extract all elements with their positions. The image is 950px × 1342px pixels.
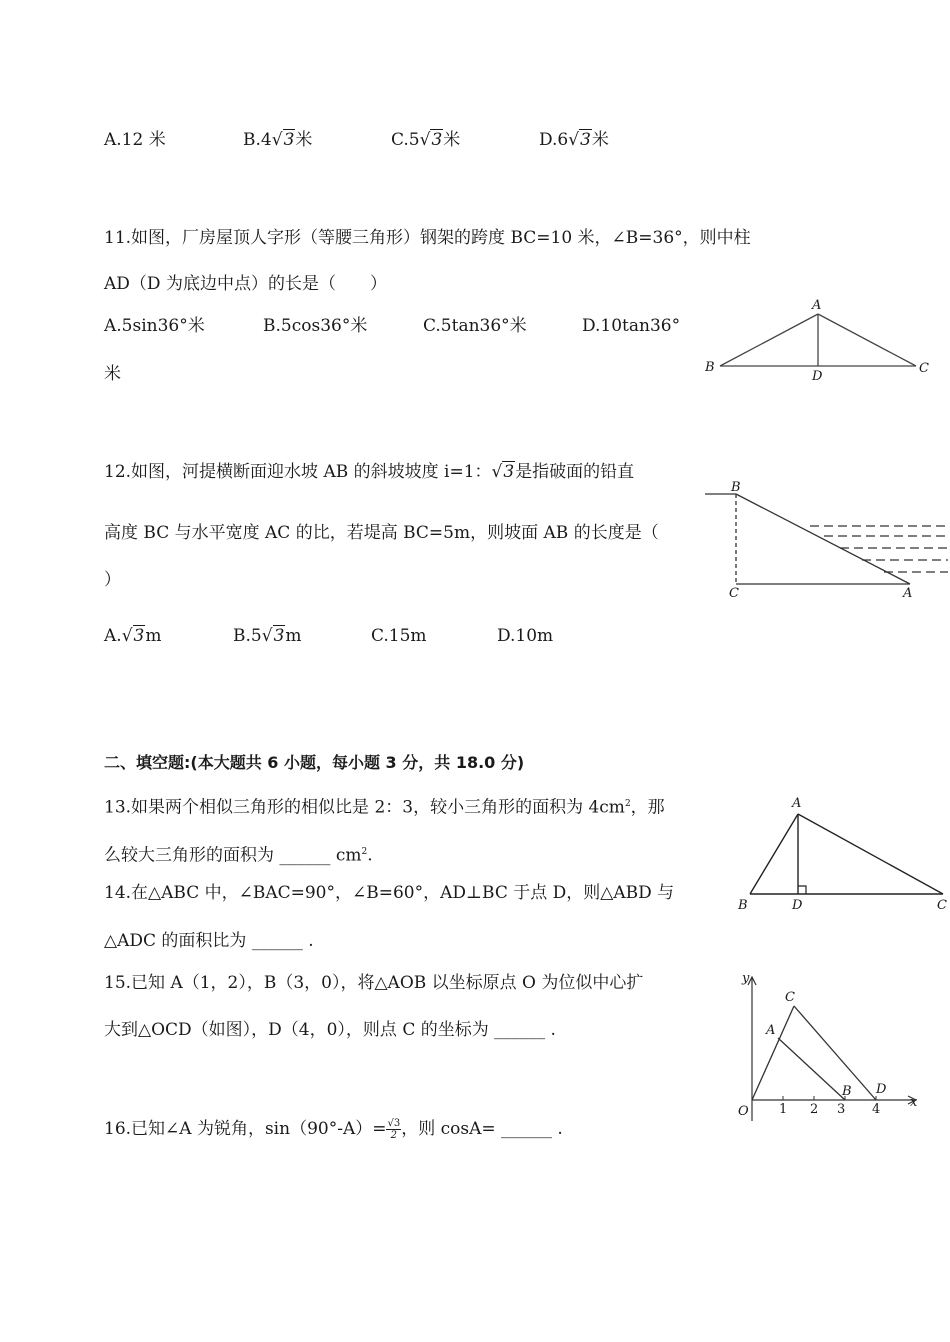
q16-fraction: $\frac{√3}{2}$ bbox=[387, 1118, 401, 1141]
q15-label-b: B bbox=[842, 1084, 852, 1099]
q12-stem-line3: ） bbox=[104, 570, 121, 590]
q14-figure bbox=[735, 792, 950, 912]
q13-answer-blank[interactable]: ______ bbox=[279, 845, 331, 866]
q14-label-b: B bbox=[738, 898, 748, 913]
q15-tick-label-2: 2 bbox=[810, 1102, 819, 1117]
q12-option-b: B.5√3m bbox=[233, 626, 302, 646]
q11-label-c: C bbox=[919, 361, 929, 376]
q13-stem-line2: 么较大三角形的面积为 ______ $cm^2$. bbox=[104, 845, 373, 866]
q15-figure bbox=[730, 966, 930, 1126]
q11-option-c: C.5tan36°米 bbox=[423, 316, 527, 336]
q12-label-c: C bbox=[729, 586, 739, 601]
q14-side-ab bbox=[750, 814, 798, 894]
q11-label-a: A bbox=[812, 298, 822, 313]
q14-side-ac bbox=[798, 814, 943, 894]
q15-label-a: A bbox=[766, 1023, 776, 1038]
q15-tick-label-4: 4 bbox=[872, 1102, 881, 1117]
q15-label-c: C bbox=[785, 990, 795, 1005]
q15-stem-line2: 大到△OCD（如图），D（4，0），则点 C 的坐标为 ______ . bbox=[104, 1020, 556, 1040]
q14-stem-line2: △ADC 的面积比为 ______ . bbox=[104, 931, 314, 951]
q12-slope-ab bbox=[736, 494, 910, 584]
q12-option-a: A.√3m bbox=[104, 626, 162, 646]
q12-option-d: D.10m bbox=[497, 626, 554, 646]
q12-option-c: C.15m bbox=[371, 626, 427, 646]
q15-stem-line1: 15.已知 A（1，2），B（3，0），将△AOB 以坐标原点 O 为位似中心扩 bbox=[104, 973, 644, 993]
q15-label-y: y bbox=[742, 971, 750, 986]
q12-label-b: B bbox=[731, 480, 741, 495]
q14-label-d: D bbox=[792, 898, 803, 913]
q15-label-d: D bbox=[876, 1082, 887, 1097]
q10-option-b: B.4√3米 bbox=[243, 130, 313, 150]
q14-answer-blank[interactable]: ______ bbox=[251, 931, 303, 951]
q12-stem-line2: 高度 BC 与水平宽度 AC 的比，若堤高 BC=5m，则坡面 AB 的长度是（ bbox=[104, 523, 659, 543]
q13-stem-line1: 13.如果两个相似三角形的相似比是 2：3，较小三角形的面积为 $4cm^2$，那 bbox=[104, 797, 665, 818]
q15-side-oc bbox=[752, 1006, 794, 1100]
q11-option-d-unit: 米 bbox=[104, 364, 121, 384]
q11-figure bbox=[700, 296, 940, 386]
q15-tick-label-3: 3 bbox=[837, 1102, 846, 1117]
q12-stem-line1: 12.如图，河提横断面迎水坡 AB 的斜坡坡度 i=1：√3是指破面的铅直 bbox=[104, 462, 635, 482]
q15-side-ab bbox=[778, 1038, 845, 1100]
q15-side-cd bbox=[794, 1006, 876, 1100]
q11-side-ab bbox=[720, 314, 818, 366]
q10-option-d: D.6√3米 bbox=[539, 130, 609, 150]
q15-tick-label-1: 1 bbox=[779, 1102, 788, 1117]
q11-option-b: B.5cos36°米 bbox=[263, 316, 368, 336]
q10-option-a: A.12 米 bbox=[104, 130, 166, 150]
q11-stem-line2: AD（D 为底边中点）的长是（ ） bbox=[104, 274, 387, 294]
q11-label-d: D bbox=[812, 369, 823, 384]
q16-stem: 16.已知∠A 为锐角，sin（90°-A）= $\frac{√3}{2}$ ，则 cosA= ______ . bbox=[104, 1118, 563, 1141]
q16-answer-blank[interactable]: ______ bbox=[501, 1119, 553, 1139]
q11-stem-line1: 11.如图，厂房屋顶人字形（等腰三角形）钢架的跨度 BC=10 米，∠B=36°，则中柱 bbox=[104, 228, 751, 248]
q12-label-a: A bbox=[903, 586, 913, 601]
q12-figure bbox=[700, 478, 948, 602]
q11-label-b: B bbox=[705, 360, 715, 375]
q15-label-x: x bbox=[910, 1095, 918, 1110]
q15-answer-blank[interactable]: ______ bbox=[494, 1020, 546, 1040]
q14-stem-line1: 14.在△ABC 中，∠BAC=90°，∠B=60°，AD⊥BC 于点 D，则△ABD 与 bbox=[104, 883, 675, 903]
section-2-heading: 二、填空题:(本大题共 6 小题，每小题 3 分，共 18.0 分) bbox=[104, 753, 525, 772]
q15-label-o: O bbox=[738, 1104, 749, 1119]
q14-label-a: A bbox=[792, 796, 802, 811]
q14-label-c: C bbox=[937, 898, 947, 913]
q11-option-d: D.10tan36° bbox=[582, 316, 681, 336]
q11-option-a: A.5sin36°米 bbox=[104, 316, 205, 336]
q11-side-ac bbox=[818, 314, 916, 366]
q10-option-c: C.5√3米 bbox=[391, 130, 461, 150]
q14-right-angle-mark bbox=[798, 886, 806, 894]
